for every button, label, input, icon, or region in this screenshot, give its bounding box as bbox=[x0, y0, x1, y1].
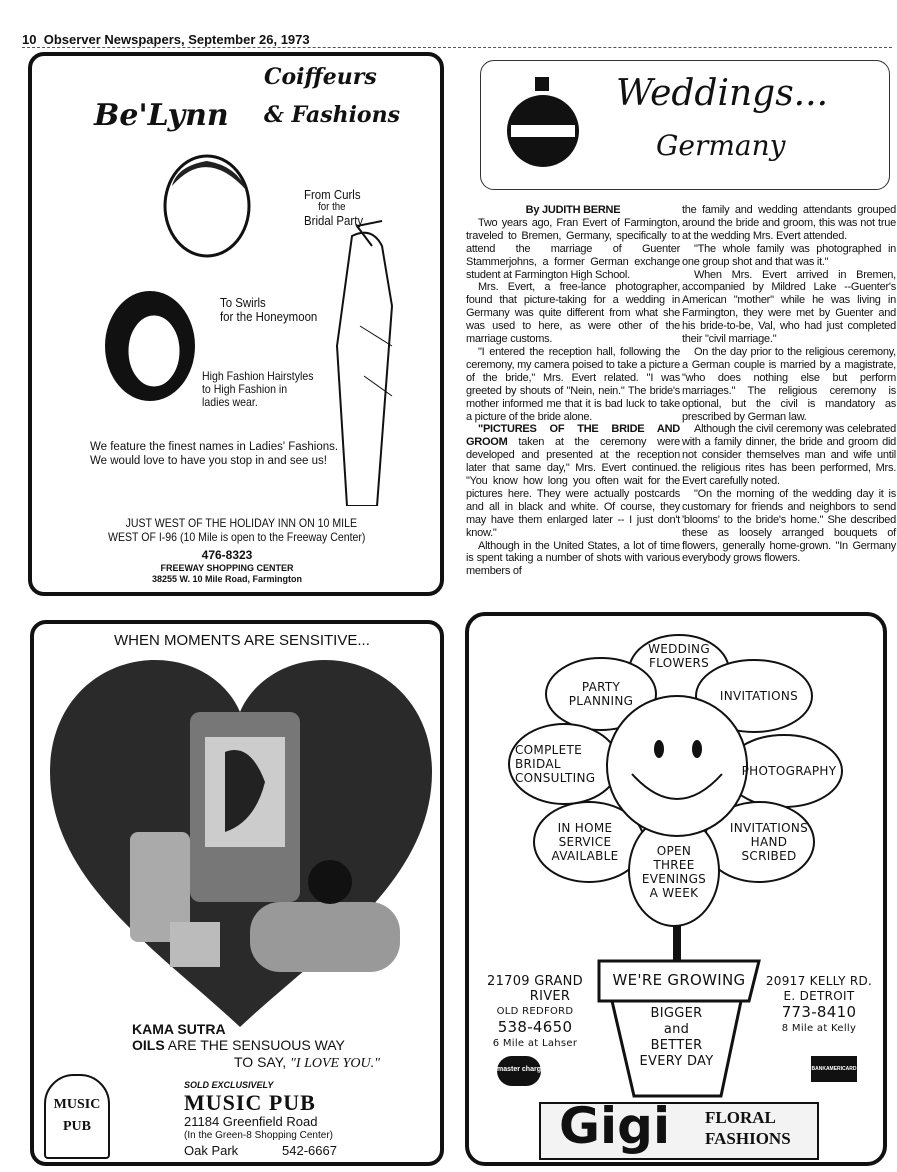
smiley-eye bbox=[692, 740, 702, 758]
article-paragraph: "I entered the reception hall, following the ceremony, my camera poised to take a picture of the bride," Mrs. Evert related. "I was greeted by shouts of "Nein, nein." The bride's mother informed me that it is bad luck to take a picture of the bride alone. bbox=[466, 345, 680, 423]
article-paragraph bbox=[466, 423, 680, 539]
store-line: E. DETROIT bbox=[783, 989, 855, 1003]
caption-line: High Fashion Hairstyles bbox=[202, 369, 314, 383]
ad-headline: WHEN MOMENTS ARE SENSITIVE... bbox=[114, 632, 370, 649]
curls-caption bbox=[304, 188, 363, 227]
kama-sutra: KAMA SUTRA bbox=[132, 1021, 226, 1037]
weddings-title: Weddings... bbox=[616, 73, 829, 114]
belynn-fashions: & Fashions bbox=[264, 102, 400, 128]
petal-wedding-flowers bbox=[629, 642, 729, 670]
caption-line: for the bbox=[318, 201, 346, 213]
belynn-center: FREEWAY SHOPPING CENTER bbox=[160, 563, 294, 573]
petal-line: OPEN bbox=[656, 844, 692, 858]
caption-line: To Swirls bbox=[220, 295, 266, 310]
belynn-phone: 476-8323 bbox=[201, 548, 253, 562]
pot-line: BETTER bbox=[650, 1038, 703, 1053]
pot-rim-text: WE'RE GROWING bbox=[612, 971, 746, 989]
article-paragraph: "On the morning of the wedding day it is customary for friends and neighbors to send 'blooms' to the bride's home." She described these as loosely arranged bouquets of flowers, generally home-grown. "In Germany everybody grows flowers. bbox=[682, 487, 896, 565]
directions-line: JUST WEST OF THE HOLIDAY INN ON 10 MILE bbox=[125, 516, 357, 530]
article-paragraph: Although the civil ceremony was celebrated with a family dinner, the bride and groom did not consider themselves man and wife until the religious rites has been performed, Mrs. Evert carefully noted. bbox=[682, 423, 896, 488]
ornament-icon bbox=[503, 73, 583, 173]
store-line: RIVER bbox=[529, 989, 571, 1004]
store-line: OLD REDFORD bbox=[496, 1006, 574, 1017]
subhead-continuation: taken at the ceremony were developed and presented at the reception later that same day," Mrs. Evert continued. "You know how long you often wait for the pictures here. They were actually postcards and all in black and white. Of course, they may have them enlarged later -- I just don't know." bbox=[466, 436, 680, 539]
weddings-subtitle: Germany bbox=[656, 129, 786, 162]
petal-line: HAND bbox=[750, 835, 788, 849]
petal-hand-scribed bbox=[719, 821, 819, 863]
caption-line: Bridal Party bbox=[304, 213, 364, 228]
petal-line: PARTY bbox=[581, 680, 621, 694]
caption-line: From Curls bbox=[304, 187, 361, 202]
petal-line: THREE bbox=[653, 858, 695, 872]
petal-line: INVITATIONS bbox=[729, 821, 809, 835]
pot-line: and bbox=[663, 1022, 690, 1037]
music-pub-name: MUSIC PUB bbox=[184, 1090, 316, 1115]
love-line bbox=[234, 1055, 380, 1071]
store-line: 8 Mile at Kelly bbox=[781, 1023, 857, 1034]
floral-text: FLORAL bbox=[705, 1108, 776, 1127]
to-say: TO SAY, bbox=[234, 1054, 291, 1070]
caption-line: for the Honeymoon bbox=[220, 309, 318, 324]
pot-line: BIGGER bbox=[650, 1006, 703, 1021]
pot-body-text bbox=[634, 1006, 719, 1070]
belynn-address: 38255 W. 10 Mile Road, Farmington bbox=[151, 574, 303, 584]
master-charge-logo: master charge bbox=[497, 1056, 541, 1086]
pub-center: (In the Green-8 Shopping Center) bbox=[184, 1130, 333, 1141]
article-column-2 bbox=[682, 204, 896, 565]
sensuous-text: ARE THE SENSUOUS WAY bbox=[164, 1037, 345, 1053]
fashions-text: FASHIONS bbox=[705, 1129, 791, 1148]
swirls-caption bbox=[220, 296, 317, 324]
pot-line: EVERY DAY bbox=[639, 1054, 714, 1069]
store-line: 773-8410 bbox=[781, 1003, 857, 1021]
caption-line: ladies wear. bbox=[202, 395, 258, 409]
i-love-you: "I LOVE YOU." bbox=[290, 1056, 380, 1071]
masthead bbox=[22, 32, 310, 47]
masthead-rule bbox=[22, 47, 892, 48]
paper-dateline: Observer Newspapers, September 26, 1973 bbox=[43, 32, 310, 47]
heart-photo bbox=[40, 652, 440, 1032]
article-paragraph: Two years ago, Fran Evert of Farmington, traveled to Bremen, Germany, specifically to attend the marriage of Guenter Stammerjohns, a former German exchange student at Farmington High School. bbox=[466, 216, 680, 281]
pub-address: 21184 Greenfield Road bbox=[184, 1114, 318, 1129]
oils-text: OILS bbox=[132, 1037, 165, 1053]
petal-line: COMPLETE bbox=[515, 743, 582, 757]
article-paragraph: the family and wedding attendants grouped around the bride and groom, this was not true at the wedding Mrs. Evert attended. bbox=[682, 204, 896, 242]
store-line: 20917 KELLY RD. bbox=[765, 974, 873, 988]
bankamericard-logo: BANKAMERICARD bbox=[811, 1056, 857, 1082]
petal-line: SERVICE bbox=[558, 835, 612, 849]
article-paragraph: Mrs. Evert, a free-lance photographer, found that picture-taking for a wedding in Germany was quite different from what she was used to here, as were other of the marriage customs. bbox=[466, 281, 680, 346]
belynn-brand: Be'Lynn bbox=[94, 98, 229, 133]
petal-line: IN HOME bbox=[557, 821, 613, 835]
article-paragraph: "The whole family was photographed in one group shot and that was it." bbox=[682, 242, 896, 268]
petal-photography: PHOTOGRAPHY bbox=[741, 764, 837, 778]
smiley-eye bbox=[654, 740, 664, 758]
petal-line: A WEEK bbox=[649, 886, 699, 900]
store-line: 21709 GRAND bbox=[487, 974, 583, 989]
left-store bbox=[475, 974, 595, 1051]
page-number: 10 bbox=[22, 32, 37, 47]
music-pub-ad bbox=[30, 620, 444, 1166]
hair-caption bbox=[202, 370, 314, 409]
gigi-floral-ad bbox=[465, 612, 887, 1166]
petal-line: FLOWERS bbox=[648, 656, 710, 670]
store-line: 6 Mile at Lahser bbox=[492, 1038, 578, 1049]
petal-line: BRIDAL bbox=[515, 757, 561, 771]
petal-line: CONSULTING bbox=[515, 771, 596, 785]
belynn-ad bbox=[28, 52, 444, 596]
petal-line: AVAILABLE bbox=[551, 849, 619, 863]
pub-city: Oak Park bbox=[184, 1143, 239, 1158]
pub-phone: 542-6667 bbox=[282, 1143, 337, 1158]
petal-line: EVENINGS bbox=[641, 872, 707, 886]
petal-line: SCRIBED bbox=[741, 849, 797, 863]
music-pub-logo: MUSIC PUB bbox=[44, 1074, 110, 1159]
petal-line: PLANNING bbox=[568, 694, 634, 708]
petal-open bbox=[634, 844, 714, 900]
article-paragraph: Although in the United States, a lot of time is spent taking a number of shots with various members of bbox=[466, 539, 680, 578]
gigi-logo: Gigi bbox=[559, 1097, 671, 1155]
store-line: 538-4650 bbox=[497, 1018, 573, 1036]
subhead: "PICTURES OF THE BRIDE AND GROOM bbox=[466, 423, 680, 449]
weddings-header bbox=[480, 60, 890, 190]
article-column-1 bbox=[466, 204, 680, 578]
petal-line: WEDDING bbox=[648, 642, 710, 656]
directions-line: WEST OF I-96 (10 Mile is open to the Freeway Center) bbox=[108, 530, 366, 544]
sold-exclusively: SOLD EXCLUSIVELY bbox=[184, 1080, 274, 1090]
feature-text: We feature the finest names in Ladies' Fashions. We would love to have you stop in and see us! bbox=[90, 441, 339, 467]
petal-invitations: INVITATIONS bbox=[719, 689, 799, 703]
petal-party-planning bbox=[551, 680, 651, 708]
sensuous-line bbox=[132, 1038, 345, 1053]
caption-line: to High Fashion in bbox=[202, 382, 288, 396]
article-paragraph: On the day prior to the religious ceremony, a German couple is married by a magistrate, "who does nothing else but perform marriages." The religious ceremony is optional, but the civil is mandatory as prescribed by German law. bbox=[682, 345, 896, 423]
petal-in-home bbox=[535, 821, 635, 863]
petal-bridal bbox=[509, 743, 619, 785]
directions bbox=[108, 516, 365, 544]
right-store bbox=[759, 974, 879, 1036]
belynn-coiffeurs: Coiffeurs bbox=[264, 64, 377, 90]
byline: By JUDITH BERNE bbox=[525, 204, 621, 216]
article-paragraph: When Mrs. Evert arrived in Bremen, accompanied by Mildred Lake --Guenter's American "mother" while he was living in Farmington, they were met by Guenter and his bride-to-be, Val, who had just completed their "civil marriage." bbox=[682, 268, 896, 346]
